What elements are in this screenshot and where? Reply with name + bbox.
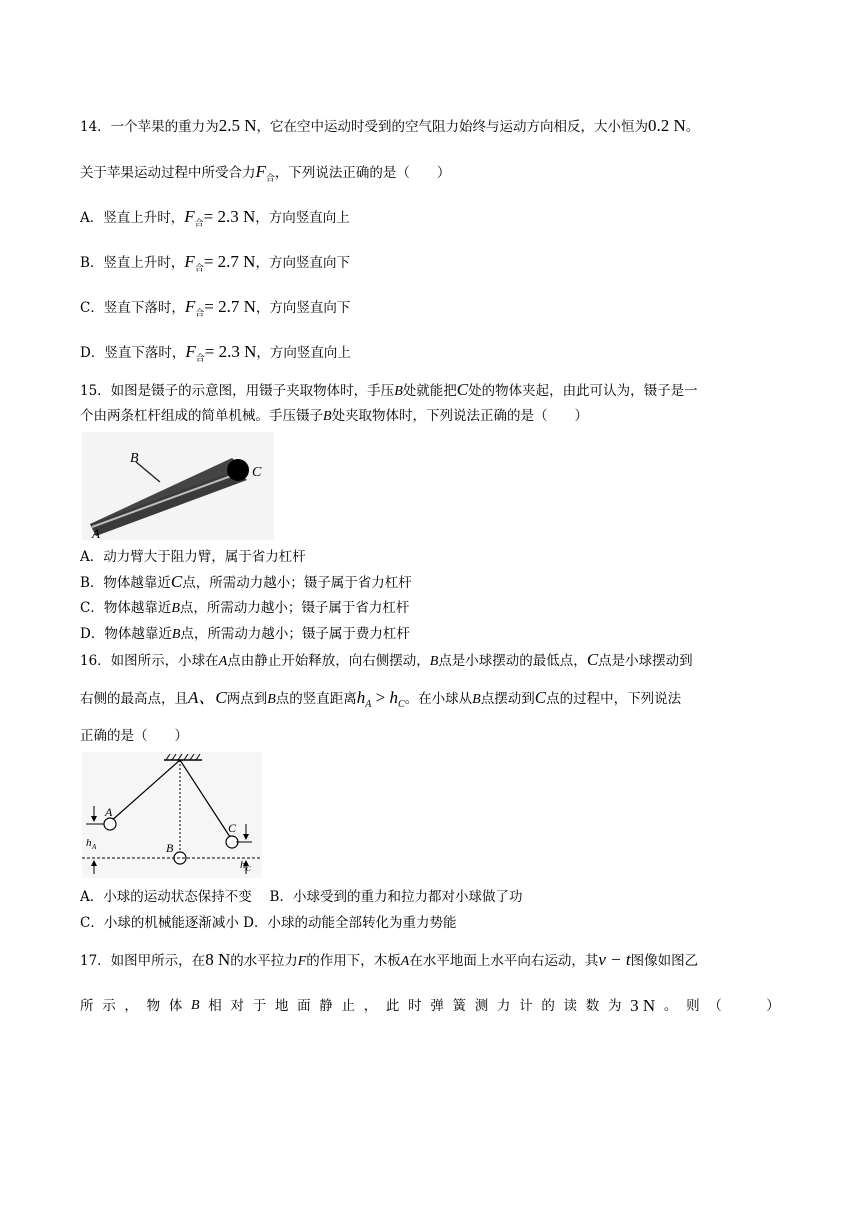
q14-stem-line1 — [80, 116, 699, 137]
q16-text: 。在小球从 — [404, 691, 473, 707]
q17-stem-line1 — [80, 950, 698, 972]
force-subscript: 合 — [195, 354, 205, 364]
q14-stem-line2 — [80, 162, 450, 189]
q17-char: B — [191, 998, 200, 1013]
fig-label-hc: h — [240, 859, 246, 871]
q17-text: 图像如图乙 — [630, 953, 699, 969]
q17-char: 面 — [297, 998, 311, 1014]
q16-text: 点是小球摆动的最低点， — [438, 653, 587, 669]
fig-label-c: C — [252, 465, 262, 480]
height-subscript-a: A — [365, 699, 372, 710]
points-ac-label: A、C — [188, 688, 227, 707]
greater-than: > — [371, 688, 390, 707]
fig-label-b: B — [166, 841, 174, 855]
q17-char: 相 — [208, 998, 222, 1014]
q15-option-d[interactable] — [80, 624, 410, 645]
q17-char: 3 N — [630, 996, 656, 1015]
q17-text: 在水平地面上水平向右运动，其 — [409, 953, 599, 969]
option-text: 点，所需动力越小；镊子属于费力杠杆 — [180, 626, 410, 642]
fig-label-b: B — [130, 451, 139, 466]
option-text: ，方向竖直向下 — [255, 255, 350, 271]
q17-char: 体 — [168, 998, 183, 1014]
q15-text: 处夹取物体时，下列说法正确的是（ ） — [331, 408, 589, 424]
q16-stem-line3 — [80, 726, 188, 746]
point-a-label: A — [218, 654, 228, 669]
q15-option-b[interactable] — [80, 572, 412, 593]
q15-text: 处就能把 — [402, 383, 457, 399]
option-text: B．物体越靠近 — [80, 575, 171, 591]
q17-force-value: 8 N — [205, 950, 231, 969]
q16-text: 点摆动到 — [480, 691, 535, 707]
q17-char: 测 — [474, 998, 489, 1014]
option-text: ，方向竖直向上 — [255, 210, 350, 226]
q16-text: 正确的是（ ） — [80, 728, 188, 744]
q16-options-cd[interactable] — [80, 913, 456, 933]
fig-label-a: A — [92, 526, 100, 540]
q17-text: 的作用下，木板 — [306, 953, 401, 969]
fig-label-ha-sub: A — [92, 843, 97, 851]
point-b-label: B — [171, 601, 180, 616]
q17-char: 时 — [408, 998, 422, 1014]
q14-force-symbol: F — [255, 162, 266, 181]
option-value: = 2.3 N — [204, 342, 257, 361]
q17-char: 的 — [541, 998, 555, 1014]
point-c-label: C — [586, 650, 599, 669]
force-symbol: F — [185, 342, 196, 361]
point-b-label: B — [267, 692, 276, 707]
option-text: D．竖直下落时， — [80, 345, 186, 361]
point-c-label: C — [170, 572, 183, 591]
q16-text: 右侧的最高点，且 — [80, 691, 188, 707]
option-value: = 2.7 N — [203, 252, 256, 271]
option-value: = 2.7 N — [204, 297, 256, 316]
q17-char: 此 — [385, 998, 400, 1014]
clamped-object — [227, 459, 249, 481]
q14-text: 。 — [685, 119, 700, 135]
q16-stem-line2 — [80, 688, 681, 715]
option-text: C．竖直下落时， — [80, 300, 185, 316]
q17-char: 数 — [585, 998, 600, 1014]
option-text: C．物体越靠近 — [80, 600, 172, 616]
pendulum-figure — [82, 752, 262, 878]
q17-char: （ — [708, 998, 722, 1014]
q14-option-a[interactable] — [80, 207, 350, 234]
point-b-label: B — [171, 627, 181, 642]
q14-weight-value: 2.5 N — [218, 116, 257, 135]
ball-a — [104, 818, 116, 830]
q15-stem-line1 — [80, 380, 698, 402]
fig-label-c: C — [228, 821, 237, 835]
q17-char: 静 — [319, 998, 333, 1014]
q14-text: 关于苹果运动过程中所受合力 — [80, 165, 256, 181]
q17-char: 读 — [563, 998, 578, 1014]
q14-force-subscript: 合 — [265, 174, 275, 184]
q17-char: ） — [766, 998, 780, 1014]
point-c-label: C — [534, 688, 547, 707]
q17-char — [730, 996, 757, 1016]
q14-option-d[interactable] — [80, 342, 351, 369]
q17-char: ， — [124, 998, 138, 1014]
fig-label-hc-sub: C — [246, 865, 251, 873]
option-text: D．物体越靠近 — [80, 626, 172, 642]
q15-text: 个由两条杠杆组成的简单机械。手压镊子 — [80, 408, 323, 424]
q15-option-a[interactable] — [80, 547, 306, 567]
point-b-label: B — [394, 384, 403, 399]
option-text: ，方向竖直向上 — [256, 345, 351, 361]
q15-stem-line2 — [80, 406, 588, 427]
force-symbol: F — [297, 954, 307, 969]
option-value: = 2.3 N — [203, 207, 256, 226]
q17-char: 于 — [252, 998, 267, 1014]
force-subscript: 合 — [195, 309, 205, 319]
q17-char: 地 — [274, 998, 289, 1014]
q15-text: 处的物体夹起，由此可认为，镊子是一 — [468, 383, 698, 399]
fig-label-ha: h — [86, 837, 92, 849]
q17-char: 止 — [341, 998, 355, 1014]
q16-text: 点是小球摆动到 — [598, 653, 693, 669]
q17-char: 簧 — [452, 998, 467, 1014]
q16-stem-line1 — [80, 650, 693, 672]
vt-graph-symbol: v − t — [598, 950, 631, 969]
option-text: C．小球的机械能逐渐减小 D．小球的动能全部转化为重力势能 — [80, 915, 457, 931]
q17-char: 示 — [102, 998, 116, 1014]
force-symbol: F — [184, 297, 196, 316]
q17-char: 对 — [230, 998, 244, 1014]
force-symbol: F — [184, 252, 195, 271]
q16-text: 两点到 — [226, 691, 268, 707]
q16-options-ab[interactable] — [80, 887, 522, 907]
board-a-label: A — [400, 954, 410, 969]
q17-stem-line2 — [80, 996, 780, 1016]
height-symbol: h — [356, 688, 366, 707]
q14-text: ，下列说法正确的是（ ） — [274, 165, 451, 181]
fig-label-a: A — [105, 805, 113, 819]
option-text: 点，所需动力越小；镊子属于省力杠杆 — [182, 575, 412, 591]
point-b-label: B — [323, 409, 332, 424]
q17-char: 。 — [663, 998, 678, 1014]
q15-text: 15．如图是镊子的示意图，用镊子夹取物体时，手压 — [80, 383, 395, 399]
q14-text: ，它在空中运动时受到的空气阻力始终与运动方向相反，大小恒为 — [256, 119, 648, 135]
q17-char: 为 — [607, 998, 622, 1014]
option-text: A．小球的运动状态保持不变 B．小球受到的重力和拉力都对小球做了功 — [80, 889, 523, 905]
q17-char: 弹 — [430, 998, 444, 1014]
force-subscript: 合 — [194, 219, 204, 229]
q17-text: 的水平拉力 — [230, 953, 298, 969]
option-text: A．竖直上升时， — [80, 210, 185, 226]
q17-char: 则 — [686, 998, 700, 1014]
q15-option-c[interactable] — [80, 598, 409, 619]
force-symbol: F — [184, 207, 195, 226]
q14-drag-value: 0.2 N — [647, 116, 686, 135]
q16-text: 16．如图所示，小球在 — [80, 653, 219, 669]
q16-text: 点由静止开始释放，向右侧摆动， — [227, 653, 430, 669]
height-symbol: h — [389, 688, 398, 707]
q16-text: 点的过程中，下列说法 — [546, 691, 682, 707]
q14-option-b[interactable] — [80, 252, 350, 279]
q16-text: 点的竖直距离 — [275, 691, 357, 707]
q17-text: 17．如图甲所示，在 — [80, 953, 206, 969]
tweezers-figure — [82, 432, 274, 540]
q14-option-c[interactable] — [80, 297, 350, 324]
point-c-label: C — [456, 380, 469, 399]
q17-char: ， — [363, 998, 378, 1014]
option-text: 点，所需动力越小；镊子属于省力杠杆 — [179, 600, 410, 616]
option-text: ，方向竖直向下 — [255, 300, 351, 316]
q17-char: 计 — [519, 998, 533, 1014]
q17-char: 力 — [496, 998, 511, 1014]
height-subscript-c: C — [398, 699, 405, 710]
point-b-label: B — [429, 654, 439, 669]
option-text: B．竖直上升时， — [80, 255, 185, 271]
q17-char: 物 — [146, 998, 161, 1014]
q14-text: 14．一个苹果的重力为 — [80, 119, 219, 135]
q17-char: 所 — [80, 998, 94, 1014]
point-b-label: B — [472, 692, 481, 707]
force-subscript: 合 — [194, 264, 204, 274]
option-text: A．动力臂大于阻力臂，属于省力杠杆 — [80, 549, 306, 565]
